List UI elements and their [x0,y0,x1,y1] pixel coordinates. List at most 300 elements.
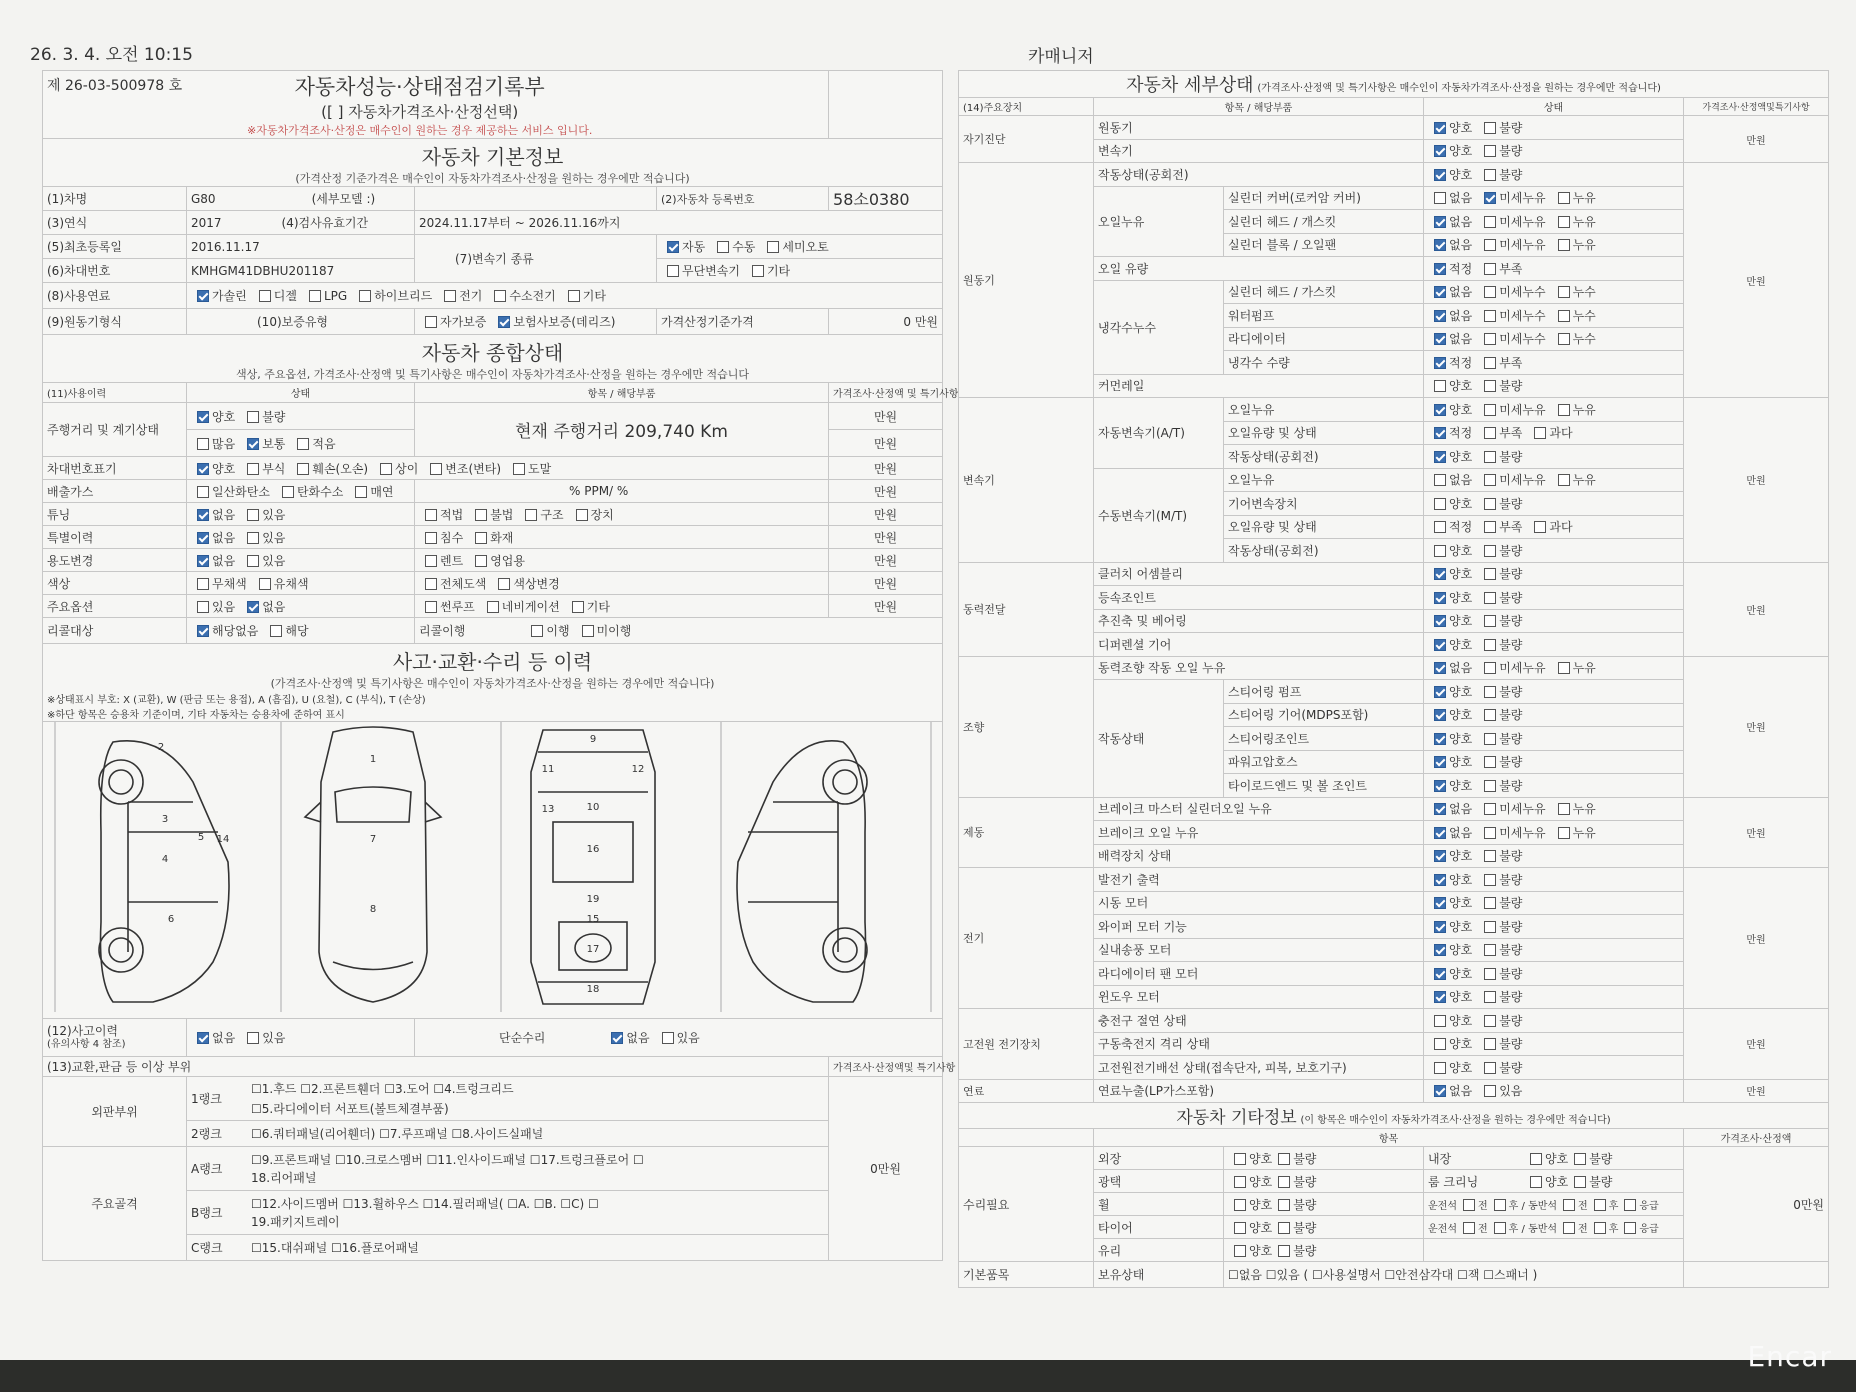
checkbox-option[interactable] [1428,283,1472,300]
checkbox-option[interactable] [1428,213,1472,230]
checkbox-option[interactable] [264,622,308,639]
checked-box-icon[interactable] [197,463,209,475]
checkbox-option[interactable] [1428,777,1472,794]
checked-box-icon[interactable] [1434,263,1446,275]
empty-box-icon[interactable] [582,625,594,637]
empty-box-icon[interactable] [1484,357,1496,369]
empty-box-icon[interactable] [425,316,437,328]
checkbox-option[interactable] [1478,189,1545,206]
empty-box-icon[interactable] [1484,756,1496,768]
checkbox-option[interactable] [191,622,258,639]
checkbox-option[interactable] [1478,424,1522,441]
checkbox-option[interactable] [1428,1082,1472,1099]
empty-box-icon[interactable] [1484,122,1496,134]
checked-box-icon[interactable] [667,241,679,253]
empty-box-icon[interactable] [531,625,543,637]
empty-box-icon[interactable] [425,578,437,590]
checkbox-option[interactable] [746,262,790,279]
checked-box-icon[interactable] [1484,192,1496,204]
checkbox-option[interactable] [1428,965,1472,982]
checkbox-option[interactable] [191,483,270,500]
checkbox-option[interactable] [1478,142,1522,159]
checkbox-option[interactable] [1478,589,1522,606]
checked-box-icon[interactable] [1434,662,1446,674]
checked-box-icon[interactable] [197,290,209,302]
checked-box-icon[interactable] [197,509,209,521]
empty-box-icon[interactable] [282,486,294,498]
empty-box-icon[interactable] [444,290,456,302]
empty-box-icon[interactable] [197,578,209,590]
checkbox-option[interactable] [469,552,525,569]
checked-box-icon[interactable] [1434,568,1446,580]
empty-box-icon[interactable] [1558,404,1570,416]
empty-box-icon[interactable] [247,509,259,521]
checked-box-icon[interactable] [1434,239,1446,251]
checkbox-option[interactable] [1478,965,1522,982]
empty-box-icon[interactable] [1484,780,1496,792]
checkbox-option[interactable] [570,506,614,523]
empty-box-icon[interactable] [1484,709,1496,721]
empty-box-icon[interactable] [1558,827,1570,839]
checkbox-option[interactable] [419,598,475,615]
empty-box-icon[interactable] [425,555,437,567]
checkbox-option[interactable] [241,598,285,615]
empty-box-icon[interactable] [525,509,537,521]
checkbox-option[interactable] [1478,119,1522,136]
checkbox-option[interactable] [1478,495,1522,512]
empty-box-icon[interactable] [1484,521,1496,533]
empty-box-icon[interactable] [1558,286,1570,298]
checkbox-option[interactable] [349,483,393,500]
checkbox-option[interactable] [1478,706,1522,723]
empty-box-icon[interactable] [1484,333,1496,345]
empty-box-icon[interactable] [197,601,209,613]
empty-box-icon[interactable] [1484,145,1496,157]
checkbox-option[interactable] [562,287,606,304]
checkbox-option[interactable] [1478,918,1522,935]
checked-box-icon[interactable] [1434,756,1446,768]
checkbox-option[interactable] [1478,565,1522,582]
empty-box-icon[interactable] [662,1032,674,1044]
checked-box-icon[interactable] [498,316,510,328]
checked-box-icon[interactable] [1434,921,1446,933]
checkbox-option[interactable] [1478,824,1545,841]
checkbox-option[interactable] [1428,166,1472,183]
empty-box-icon[interactable] [430,463,442,475]
empty-box-icon[interactable] [1558,474,1570,486]
empty-box-icon[interactable] [1558,803,1570,815]
checkbox-option[interactable] [1478,1059,1522,1076]
empty-box-icon[interactable] [1484,991,1496,1003]
checked-box-icon[interactable] [1434,310,1446,322]
checkbox-option[interactable] [1478,753,1522,770]
checkbox-option[interactable] [1478,471,1545,488]
checked-box-icon[interactable] [1434,286,1446,298]
checkbox-option[interactable] [419,575,486,592]
checkbox-option[interactable] [424,460,501,477]
checked-box-icon[interactable] [1434,991,1446,1003]
checkbox-option[interactable] [191,1029,235,1046]
checkbox-option[interactable] [191,529,235,546]
checkbox-option[interactable] [419,313,486,330]
checkbox-option[interactable] [1428,401,1472,418]
empty-box-icon[interactable] [1484,921,1496,933]
checked-box-icon[interactable] [197,411,209,423]
empty-box-icon[interactable] [1484,169,1496,181]
checkbox-option[interactable] [711,238,755,255]
checked-box-icon[interactable] [1434,897,1446,909]
checkbox-option[interactable] [1428,800,1472,817]
empty-box-icon[interactable] [270,625,282,637]
checkbox-option[interactable] [303,289,347,303]
empty-box-icon[interactable] [1484,897,1496,909]
empty-box-icon[interactable] [247,532,259,544]
checkbox-option[interactable] [241,529,285,546]
empty-box-icon[interactable] [297,463,309,475]
checkbox-option[interactable] [525,622,569,639]
empty-box-icon[interactable] [1434,380,1446,392]
empty-box-icon[interactable] [1484,1085,1496,1097]
checkbox-option[interactable] [1428,589,1472,606]
checkbox-option[interactable] [1428,424,1472,441]
empty-box-icon[interactable] [1484,286,1496,298]
empty-box-icon[interactable] [475,532,487,544]
checked-box-icon[interactable] [1434,122,1446,134]
checkbox-option[interactable] [1428,565,1472,582]
checkbox-option[interactable] [1478,871,1522,888]
checkbox-option[interactable] [1478,683,1522,700]
checkbox-option[interactable] [761,238,828,255]
empty-box-icon[interactable] [1484,1015,1496,1027]
checkbox-option[interactable] [1552,659,1596,676]
checkbox-option[interactable] [241,460,285,477]
checkbox-option[interactable] [191,575,247,592]
checkbox-option[interactable] [1428,612,1472,629]
empty-box-icon[interactable] [1434,1062,1446,1074]
checked-box-icon[interactable] [1434,827,1446,839]
checked-box-icon[interactable] [1434,615,1446,627]
empty-box-icon[interactable] [247,411,259,423]
checkbox-option[interactable] [566,598,610,615]
checkbox-option[interactable] [605,1029,649,1046]
checkbox-option[interactable] [1478,988,1522,1005]
checkbox-option[interactable] [1478,730,1522,747]
checkbox-option[interactable] [419,529,463,546]
checkbox-option[interactable] [374,460,418,477]
checkbox-option[interactable] [576,622,632,639]
checkbox-option[interactable] [1428,307,1472,324]
empty-box-icon[interactable] [425,509,437,521]
checked-box-icon[interactable] [1434,733,1446,745]
checkbox-option[interactable] [1478,1082,1522,1099]
empty-box-icon[interactable] [1484,803,1496,815]
checkbox-option[interactable] [1528,518,1572,535]
checkbox-option[interactable] [1478,894,1522,911]
checkbox-option[interactable] [1428,260,1472,277]
checkbox-option[interactable] [1478,518,1522,535]
checkbox-option[interactable] [276,483,343,500]
checkbox-option[interactable] [1428,918,1472,935]
checkbox-option[interactable] [1428,448,1472,465]
empty-box-icon[interactable] [1558,662,1570,674]
checkbox-option[interactable] [1478,847,1522,864]
checkbox-option[interactable] [661,262,740,279]
checkbox-option[interactable] [353,287,432,304]
empty-box-icon[interactable] [1484,850,1496,862]
checkbox-option[interactable] [191,506,235,523]
checkbox-option[interactable] [191,460,235,477]
checked-box-icon[interactable] [1434,780,1446,792]
checkbox-option[interactable] [1478,260,1522,277]
empty-box-icon[interactable] [572,601,584,613]
empty-box-icon[interactable] [494,290,506,302]
empty-box-icon[interactable] [1484,263,1496,275]
checkbox-option[interactable] [1552,401,1596,418]
empty-box-icon[interactable] [197,438,209,450]
checkbox-option[interactable] [241,408,285,425]
checkbox-option[interactable] [1478,236,1545,253]
checkbox-option[interactable] [1478,777,1522,794]
empty-box-icon[interactable] [247,463,259,475]
checkbox-option[interactable] [1478,401,1545,418]
checkbox-option[interactable] [1478,659,1545,676]
checkbox-option[interactable] [1428,354,1472,371]
empty-box-icon[interactable] [309,290,321,302]
checkbox-option[interactable] [1552,471,1596,488]
checkbox-option[interactable] [1478,612,1522,629]
checkbox-option[interactable] [291,460,368,477]
checked-box-icon[interactable] [1434,1085,1446,1097]
checkbox-option[interactable] [191,287,247,304]
empty-box-icon[interactable] [1484,592,1496,604]
checkbox-option[interactable] [1428,542,1472,559]
checkbox-option[interactable] [1428,236,1472,253]
checked-box-icon[interactable] [1434,944,1446,956]
checkbox-option[interactable] [1428,1012,1472,1029]
checked-box-icon[interactable] [1434,968,1446,980]
checked-box-icon[interactable] [1434,404,1446,416]
empty-box-icon[interactable] [1484,615,1496,627]
checkbox-option[interactable] [1428,847,1472,864]
empty-box-icon[interactable] [498,578,510,590]
checkbox-option[interactable] [191,435,235,452]
checkbox-option[interactable] [241,435,285,452]
checkbox-option[interactable] [1478,330,1545,347]
checkbox-option[interactable] [1478,166,1522,183]
checkbox-option[interactable] [1428,824,1472,841]
checked-box-icon[interactable] [1434,216,1446,228]
checkbox-option[interactable] [656,1029,700,1046]
empty-box-icon[interactable] [1484,733,1496,745]
checkbox-option[interactable] [661,238,705,255]
checkbox-option[interactable] [1478,800,1545,817]
checked-box-icon[interactable] [1434,357,1446,369]
checked-box-icon[interactable] [1434,639,1446,651]
checkbox-option[interactable] [191,408,235,425]
checkbox-option[interactable] [1552,236,1596,253]
checkbox-option[interactable] [1428,730,1472,747]
empty-box-icon[interactable] [359,290,371,302]
checked-box-icon[interactable] [1434,850,1446,862]
checked-box-icon[interactable] [1434,145,1446,157]
checkbox-option[interactable] [1478,941,1522,958]
checkbox-option[interactable] [1552,800,1596,817]
checked-box-icon[interactable] [197,1032,209,1044]
checked-box-icon[interactable] [611,1032,623,1044]
empty-box-icon[interactable] [1484,1038,1496,1050]
empty-box-icon[interactable] [576,509,588,521]
empty-box-icon[interactable] [1484,474,1496,486]
empty-box-icon[interactable] [1434,498,1446,510]
empty-box-icon[interactable] [1434,1015,1446,1027]
empty-box-icon[interactable] [1484,427,1496,439]
empty-box-icon[interactable] [1534,427,1546,439]
empty-box-icon[interactable] [1484,639,1496,651]
empty-box-icon[interactable] [1558,239,1570,251]
empty-box-icon[interactable] [1534,521,1546,533]
checkbox-option[interactable] [1478,354,1522,371]
checkbox-option[interactable] [241,506,285,523]
checkbox-option[interactable] [1428,518,1472,535]
checkbox-option[interactable] [1478,448,1522,465]
checked-box-icon[interactable] [247,601,259,613]
checkbox-option[interactable] [1428,871,1472,888]
empty-box-icon[interactable] [1484,662,1496,674]
checkbox-option[interactable] [253,287,297,304]
empty-box-icon[interactable] [247,555,259,567]
empty-box-icon[interactable] [425,601,437,613]
empty-box-icon[interactable] [355,486,367,498]
empty-box-icon[interactable] [425,532,437,544]
checkbox-option[interactable] [1552,283,1596,300]
checkbox-option[interactable] [1478,283,1545,300]
checked-box-icon[interactable] [1434,592,1446,604]
empty-box-icon[interactable] [1484,1062,1496,1074]
empty-box-icon[interactable] [1558,192,1570,204]
checkbox-option[interactable] [492,313,615,330]
checkbox-option[interactable] [1478,1035,1522,1052]
checked-box-icon[interactable] [1434,709,1446,721]
empty-box-icon[interactable] [1434,192,1446,204]
checkbox-option[interactable] [488,287,555,304]
empty-box-icon[interactable] [380,463,392,475]
checked-box-icon[interactable] [1434,451,1446,463]
checkbox-option[interactable] [1428,1059,1472,1076]
checked-box-icon[interactable] [247,438,259,450]
empty-box-icon[interactable] [1484,451,1496,463]
checked-box-icon[interactable] [197,532,209,544]
checkbox-option[interactable] [481,598,560,615]
checkbox-option[interactable] [419,552,463,569]
checkbox-option[interactable] [1428,941,1472,958]
empty-box-icon[interactable] [1484,545,1496,557]
empty-box-icon[interactable] [1484,239,1496,251]
checkbox-option[interactable] [191,598,235,615]
checkbox-option[interactable] [1428,1035,1472,1052]
checkbox-option[interactable] [1428,988,1472,1005]
empty-box-icon[interactable] [487,601,499,613]
empty-box-icon[interactable] [475,509,487,521]
empty-box-icon[interactable] [475,555,487,567]
checkbox-option[interactable] [1552,213,1596,230]
checkbox-option[interactable] [1478,213,1545,230]
empty-box-icon[interactable] [767,241,779,253]
empty-box-icon[interactable] [259,578,271,590]
empty-box-icon[interactable] [197,486,209,498]
empty-box-icon[interactable] [1434,1038,1446,1050]
checkbox-option[interactable] [1428,659,1472,676]
checkbox-option[interactable] [1552,824,1596,841]
empty-box-icon[interactable] [1484,827,1496,839]
empty-box-icon[interactable] [1484,310,1496,322]
checkbox-option[interactable] [1428,330,1472,347]
checkbox-option[interactable] [1478,542,1522,559]
empty-box-icon[interactable] [1558,310,1570,322]
checkbox-option[interactable] [469,506,513,523]
checkbox-option[interactable] [191,552,235,569]
checkbox-option[interactable] [519,506,563,523]
checkbox-option[interactable] [1428,119,1472,136]
checkbox-option[interactable] [1478,307,1545,324]
empty-box-icon[interactable] [1434,474,1446,486]
empty-box-icon[interactable] [1484,686,1496,698]
checkbox-option[interactable] [241,552,285,569]
checkbox-option[interactable] [1428,753,1472,770]
empty-box-icon[interactable] [752,265,764,277]
checkbox-option[interactable] [1428,683,1472,700]
checkbox-option[interactable] [241,1029,285,1046]
empty-box-icon[interactable] [297,438,309,450]
empty-box-icon[interactable] [1558,333,1570,345]
checkbox-option[interactable] [1552,307,1596,324]
empty-box-icon[interactable] [1484,380,1496,392]
checkbox-option[interactable] [291,435,335,452]
empty-box-icon[interactable] [513,463,525,475]
checkbox-option[interactable] [253,575,309,592]
empty-box-icon[interactable] [1434,521,1446,533]
empty-box-icon[interactable] [259,290,271,302]
checked-box-icon[interactable] [1434,169,1446,181]
checked-box-icon[interactable] [1434,333,1446,345]
checked-box-icon[interactable] [1434,427,1446,439]
checkbox-option[interactable] [1478,377,1522,394]
checkbox-option[interactable] [1428,636,1472,653]
empty-box-icon[interactable] [717,241,729,253]
checked-box-icon[interactable] [1434,874,1446,886]
checkbox-option[interactable] [438,287,482,304]
checked-box-icon[interactable] [197,555,209,567]
checkbox-option[interactable] [1528,424,1572,441]
checkbox-option[interactable] [1478,1012,1522,1029]
checkbox-option[interactable] [1428,189,1472,206]
empty-box-icon[interactable] [1484,944,1496,956]
checkbox-option[interactable] [469,529,513,546]
empty-box-icon[interactable] [247,1032,259,1044]
checkbox-option[interactable] [1428,894,1472,911]
checkbox-option[interactable] [1552,330,1596,347]
checkbox-option[interactable] [1552,189,1596,206]
checkbox-option[interactable] [507,460,551,477]
empty-box-icon[interactable] [1558,216,1570,228]
empty-box-icon[interactable] [1434,545,1446,557]
empty-box-icon[interactable] [1484,874,1496,886]
checked-box-icon[interactable] [197,625,209,637]
empty-box-icon[interactable] [568,290,580,302]
checkbox-option[interactable] [1478,636,1522,653]
checkbox-option[interactable] [419,506,463,523]
checkbox-option[interactable] [1428,471,1472,488]
checkbox-option[interactable] [1428,495,1472,512]
